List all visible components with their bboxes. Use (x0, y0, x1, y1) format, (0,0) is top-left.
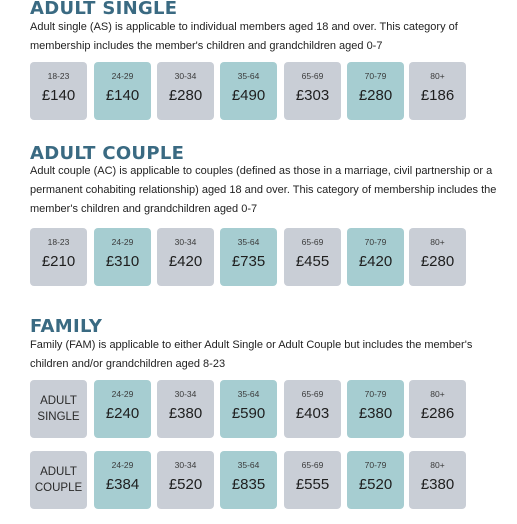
price-tile (94, 228, 151, 286)
adult-single-description: Adult single (AS) is applicable to individual members aged 18 and over. This category of membership includes the member's children and grandchildren aged 0-7 (30, 21, 458, 52)
price: £240 (105, 405, 140, 422)
price-tile (157, 62, 214, 120)
age-range: 80+ (430, 71, 445, 81)
price-tile (157, 380, 214, 438)
age-range: 65-69 (301, 460, 324, 470)
age-range: 18-23 (47, 71, 70, 81)
price: £555 (295, 476, 330, 493)
price-tile (30, 62, 87, 120)
price-tile (284, 380, 341, 438)
price: £420 (168, 253, 203, 270)
age-range: 65-69 (301, 389, 324, 399)
adult-single-title: ADULT SINGLE (30, 0, 178, 19)
price-tile (157, 228, 214, 286)
price: £310 (105, 253, 140, 270)
price-tile (347, 228, 404, 286)
price: £380 (420, 476, 455, 493)
price: £210 (41, 253, 76, 270)
price-tile (157, 451, 214, 509)
age-range: 35-64 (237, 460, 260, 470)
price: £384 (105, 476, 140, 493)
price: £520 (168, 476, 203, 493)
age-range: 65-69 (301, 71, 324, 81)
age-range: 30-34 (174, 460, 197, 470)
price: £380 (358, 405, 393, 422)
price-tile (284, 451, 341, 509)
age-range: 24-29 (111, 237, 134, 247)
age-range: 65-69 (301, 237, 324, 247)
price-tile (409, 451, 466, 509)
price: £380 (168, 405, 203, 422)
age-range: 30-34 (174, 71, 197, 81)
family-title: FAMILY (30, 316, 103, 337)
adult-couple-description: Adult couple (AC) is applicable to couples (defined as those in a marriage, civil partnership or a permanent cohabiting relationship) aged 18 and over. This category of membership includes the member's children and grandchildren aged 0-7 (30, 165, 497, 215)
price: £590 (231, 405, 266, 422)
price-tile (220, 228, 277, 286)
age-range: 24-29 (111, 389, 134, 399)
price-tile (284, 228, 341, 286)
price: £186 (420, 87, 455, 104)
age-range: 70-79 (364, 389, 387, 399)
price: £735 (231, 253, 266, 270)
price: £140 (105, 87, 140, 104)
price: £280 (168, 87, 203, 104)
price: £280 (358, 87, 393, 104)
price: £280 (420, 253, 455, 270)
row-label-line: COUPLE (34, 482, 83, 494)
price-tile (30, 228, 87, 286)
price-tile (409, 228, 466, 286)
age-range: 35-64 (237, 389, 260, 399)
age-range: 24-29 (111, 460, 134, 470)
price: £286 (420, 405, 455, 422)
family-description: Family (FAM) is applicable to either Adult Single or Adult Couple but includes the member's children and/or grandchildren aged 8-23 (30, 339, 473, 370)
price-tile (409, 380, 466, 438)
price: £455 (295, 253, 330, 270)
price-tile (220, 451, 277, 509)
age-range: 30-34 (174, 237, 197, 247)
age-range: 24-29 (111, 71, 134, 81)
age-range: 80+ (430, 460, 445, 470)
age-range: 70-79 (364, 237, 387, 247)
age-range: 35-64 (237, 237, 260, 247)
price-tile (94, 451, 151, 509)
age-range: 18-23 (47, 237, 70, 247)
age-range: 80+ (430, 389, 445, 399)
age-range: 30-34 (174, 389, 197, 399)
row-label-line: ADULT (40, 395, 77, 407)
price-tile (94, 380, 151, 438)
family-adult-couple-label (30, 451, 87, 509)
price: £490 (231, 87, 266, 104)
row-label-line: SINGLE (37, 411, 80, 423)
age-range: 70-79 (364, 460, 387, 470)
age-range: 80+ (430, 237, 445, 247)
price-tile (347, 62, 404, 120)
price-tile (347, 380, 404, 438)
price: £520 (358, 476, 393, 493)
price-tile (409, 62, 466, 120)
price: £403 (295, 405, 330, 422)
price-tile (284, 62, 341, 120)
row-label-line: ADULT (40, 466, 77, 478)
price-tile (347, 451, 404, 509)
age-range: 70-79 (364, 71, 387, 81)
price: £140 (41, 87, 76, 104)
adult-couple-title: ADULT COUPLE (30, 143, 185, 164)
price: £303 (295, 87, 330, 104)
price-tile (94, 62, 151, 120)
price-tile (220, 380, 277, 438)
price: £835 (231, 476, 266, 493)
family-adult-single-label (30, 380, 87, 438)
price: £420 (358, 253, 393, 270)
age-range: 35-64 (237, 71, 260, 81)
price-tile (220, 62, 277, 120)
